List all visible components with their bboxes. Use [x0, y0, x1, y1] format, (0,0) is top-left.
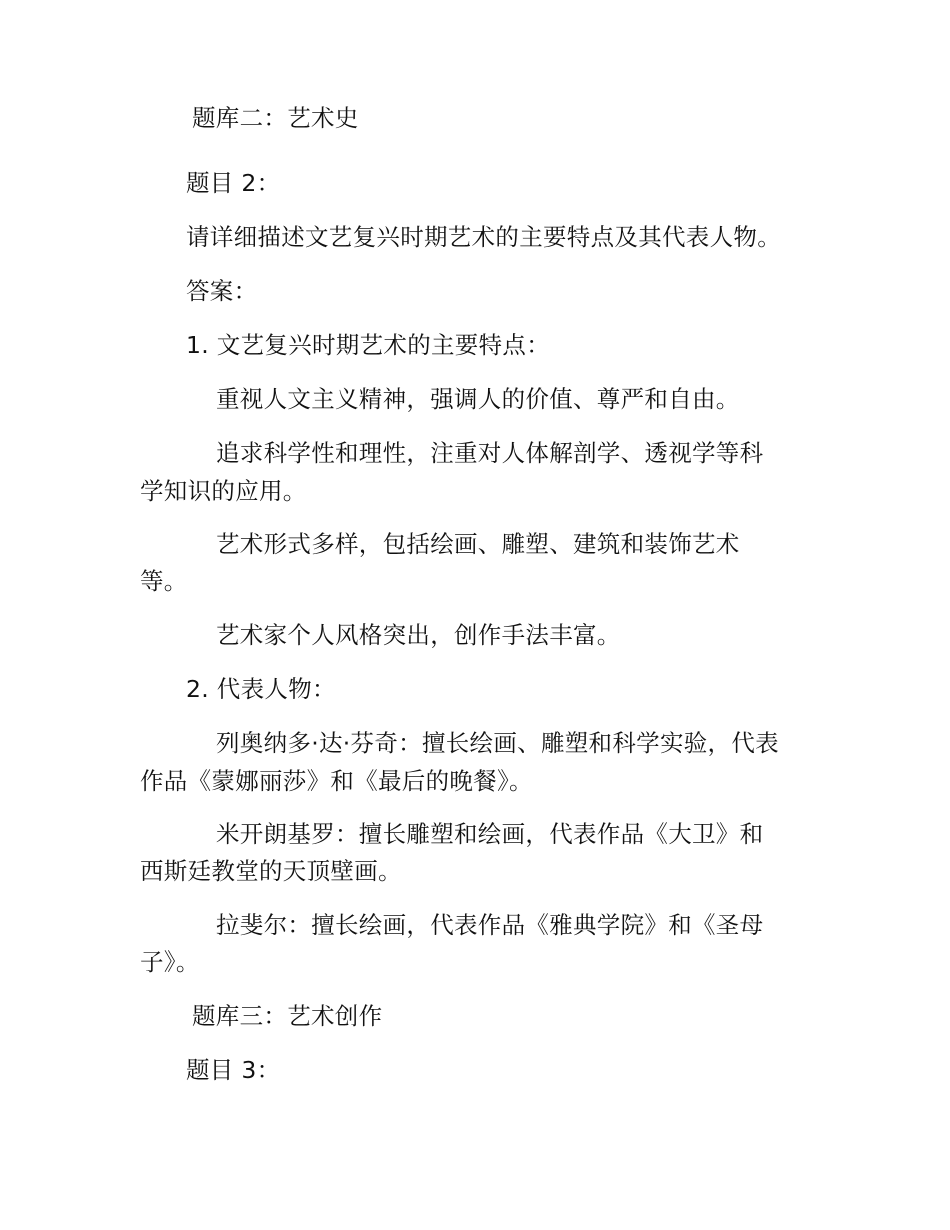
list-item-continuation: 西斯廷教堂的天顶壁画。	[140, 857, 402, 885]
list-item: 重视人文主义精神，强调人的价值、尊严和自由。	[216, 385, 740, 413]
list-item: 艺术家个人风格突出，创作手法丰富。	[216, 621, 621, 649]
list-item: 追求科学性和理性，注重对人体解剖学、透视学等科	[216, 439, 764, 467]
section-title: 题库二：艺术史	[192, 104, 359, 132]
list-item: 艺术形式多样，包括绘画、雕塑、建筑和装饰艺术	[216, 530, 740, 558]
list-item: 拉斐尔：擅长绘画，代表作品《雅典学院》和《圣母	[216, 911, 764, 939]
list-item: 列奥纳多·达·芬奇：擅长绘画、雕塑和科学实验，代表	[216, 729, 779, 757]
list-item-continuation: 等。	[140, 567, 188, 595]
question-label: 题目 2：	[186, 169, 281, 197]
list-heading: 2. 代表人物：	[186, 675, 336, 703]
list-item-continuation: 作品《蒙娜丽莎》和《最后的晚餐》。	[140, 767, 533, 795]
list-item: 米开朗基罗：擅长雕塑和绘画，代表作品《大卫》和	[216, 820, 764, 848]
question-label: 题目 3：	[186, 1056, 281, 1084]
answer-label: 答案：	[186, 277, 258, 305]
section-title: 题库三：艺术创作	[192, 1002, 383, 1030]
list-heading: 1. 文艺复兴时期艺术的主要特点：	[186, 331, 550, 359]
question-text: 请详细描述文艺复兴时期艺术的主要特点及其代表人物。	[186, 223, 781, 251]
list-item-continuation: 学知识的应用。	[140, 477, 307, 505]
list-item-continuation: 子》。	[140, 948, 200, 976]
